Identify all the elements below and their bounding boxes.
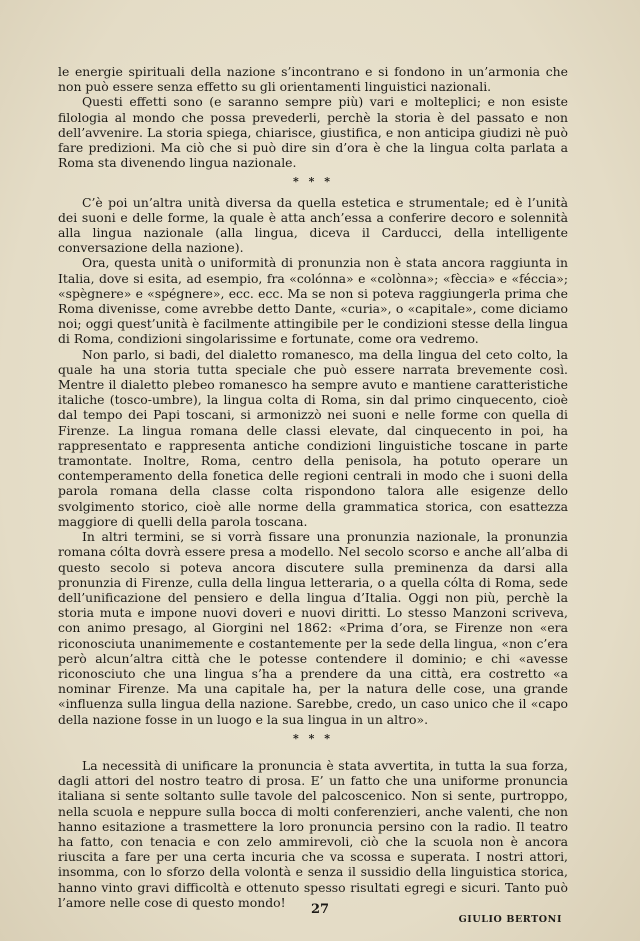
paragraph-1: le energie spirituali della nazione s’incontrano e si fondono in un’armonia che non può essere senza effetto su gli orientamenti linguistici nazionali. bbox=[58, 64, 568, 95]
section-gap bbox=[58, 751, 568, 758]
paragraph-2: Questi effetti sono (e saranno sempre più) vari e molteplici; e non esiste filologia al mondo che possa prevederli, perchè la storia è del passato e non dell’avvenire. La storia spiega, chiarisce, giustifica, e non anticipa giudizi nè può fare predizioni. Ma ciò che si può dire sin d’ora è che la lingua colta parlata a Roma sta divenendo lingua nazionale. bbox=[58, 94, 568, 171]
paragraph-6: In altri termini, se si vorrà fissare una pronunzia nazionale, la pronunzia romana cólta dovrà essere presa a modello. Nel secolo scorso e anche all’alba di questo secolo si poteva ancora discutere sulla preminenza da darsi alla pronunzia di Firenze, culla della lingua letteraria, o a quella cólta di Roma, sede dell’unificazione del pensiero e della lingua d’Italia. Oggi non più, perchè la storia muta e impone nuovi doveri e nuovi diritti. Lo stesso Manzoni scriveva, con animo presago, al Giorgini nel 1862: «Prima d’ora, se Firenze non «era riconosciuta unanimemente e costantemente per la sede della lingua, «non c’era però alcun’altra città che le potesse contendere il dominio; e chi «avesse riconosciuto che una lingua s’ha a prendere da una città, era costretto «a nominar Firenze. Ma una capitale ha, per la natura delle cose, una grande «influenza sulla lingua della nazione. Sarebbe, credo, un caso unico che il «capo della nazione fosse in un luogo e la sua lingua in un altro». bbox=[58, 529, 568, 727]
paragraph-5: Non parlo, si badi, del dialetto romanesco, ma della lingua del ceto colto, la quale ha una storia tutta speciale che può essere narrata brevemente così. Mentre il dialetto plebeo romanesco ha sempre avuto e mantiene caratteristiche italiche (tosco-umbre), la lingua colta di Roma, sin dal primo cinquecento, cioè dal tempo dei Papi toscani, si armonizzò nei suoni e nelle forme con quella di Firenze. La lingua romana delle classi elevate, dal cinquecento in poi, ha rappresentato e rappresenta antiche condizioni linguistiche toscane in parte tramontate. Inoltre, Roma, centro della penisola, ha potuto operare un contemperamento della fonetica delle regioni centrali in modo che i suoni della parola romana della classe colta rispondono talora alle esigenze dello svolgimento storico, cioè alle norme della grammatica storica, con esattezza maggiore di quelli della parola toscana. bbox=[58, 346, 568, 529]
paragraph-3: C’è poi un’altra unità diversa da quella estetica e strumentale; ed è l’unità dei suoni e delle forme, la quale è atta anch’essa a conferire decoro e solennità alla lingua nazionale (alla lingua, diceva il Carducci, della intelligente conversazione della nazione). bbox=[58, 194, 568, 256]
author-signature: GIULIO BERTONI bbox=[458, 913, 562, 925]
paragraph-7: La necessità di unificare la pronuncia è stata avvertita, in tutta la sua forza, dagli attori del nostro teatro di prosa. E’ un fatto che una uniforme pronuncia italiana si sente soltanto sulle tavole del palcoscenico. Non si sente, purtroppo, nella scuola e neppure sulla bocca di molti conferenzieri, anche valenti, che non hanno esitazione a trasmettere la loro pronuncia persino con la radio. Il teatro ha fatto, con tenacia e con zelo ammirevoli, ciò che la scuola non è ancora riuscita a fare per una certa incuria che va scossa e superata. I nostri attori, insomma, con lo sforzo della volontà e senza il sussidio della linguistica storica, hanno vinto gravi difficoltà e ottenuto spesso risultati egregi e sicuri. Tanto può l’amore nelle cose di questo mondo! bbox=[58, 757, 568, 910]
page-number: 27 bbox=[310, 902, 330, 917]
section-separator-2: * * * bbox=[293, 731, 333, 745]
section-separator-1: * * * bbox=[293, 175, 333, 189]
paragraph-4: Ora, questa unità o uniformità di pronunzia non è stata ancora raggiunta in Italia, dove si esita, ad esempio, fra «colónna» e «colònna»; «fèccia» e «féccia»; «spègnere» e «spégnere», ecc. ecc. Ma se non si poteva raggiungerla prima che Roma divenisse, come avrebbe detto Dante, «curia», o «capitale», come diciamo noi; oggi quest’unità è facilmente attingibile per le condizioni stesse della lingua di Roma, condizioni singolarissime e fortunate, come ora vedremo. bbox=[58, 255, 568, 347]
article-body bbox=[58, 64, 568, 927]
